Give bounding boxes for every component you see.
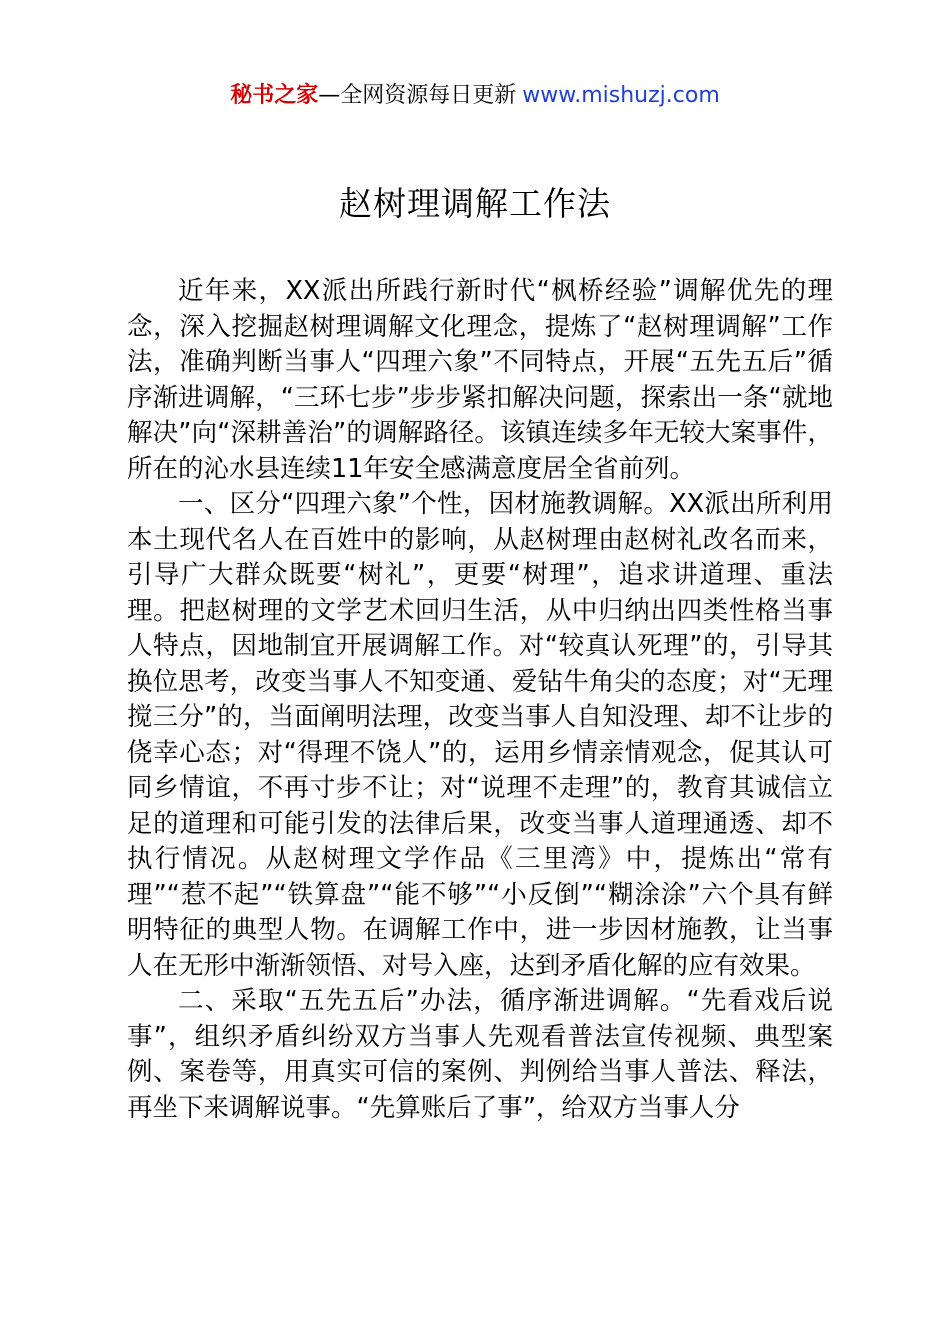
paragraph-section-one: 一、区分“四理六象”个性，因材施教调解。XX派出所利用本土现代名人在百姓中的影响，从赵树理由赵树礼改名而来，引导广大群众既要“树礼”，更要“树理”，追求讲道理、重法理。把赵树理的文学艺术回归生活，从中归纳出四类性格当事人特点，因地制宜开展调解工作。对“较真认死理”的，引导其换位思考，改变当事人不知变通、爱钻牛角尖的态度；对“无理搅三分”的，当面阐明法理，改变当事人自知没理、却不让步的侥幸心态；对“得理不饶人”的，运用乡情亲情观念，促其认可同乡情谊，不再寸步不让；对“说理不走理”的，教育其诚信立足的道理和可能引发的法律后果，改变当事人道理通透、却不执行情况。从赵树理文学作品《三里湾》中，提炼出“常有理”“惹不起”“铁算盘”“能不够”“小反倒”“糊涂涂”六个具有鲜明特征的典型人物。在调解工作中，进一步因材施教，让当事人在无形中渐渐领悟、对号入座，达到矛盾化解的应有效果。 xyxy=(127,489,833,981)
site-url-link[interactable]: www.mishuzj.com xyxy=(522,83,720,108)
document-title: 赵树理调解工作法 xyxy=(339,184,611,223)
paragraph-intro: 近年来，XX派出所践行新时代“枫桥经验”调解优先的理念，深入挖掘赵树理调解文化理念，提炼了“赵树理调解”工作法，准确判断当事人“四理六象”不同特点，开展“五先五后”循序渐进调解，“三环七步”步步紧扣解决问题，探索出一条“就地解决”向“深耕善治”的调解路径。该镇连续多年无较大案事件，所在的沁水县连续11年安全感满意度居全省前列。 xyxy=(127,276,833,484)
site-tagline: —全网资源每日更新 xyxy=(318,83,517,108)
document-body xyxy=(127,274,833,1126)
site-header xyxy=(0,80,950,112)
site-brand: 秘书之家 xyxy=(230,83,319,108)
paragraph-section-two: 二、采取“五先五后”办法，循序渐进调解。“先看戏后说事”，组织矛盾纠纷双方当事人先观看普法宣传视频、典型案例、案卷等，用真实可信的案例、判例给当事人普法、释法，再坐下来调解说事。“先算账后了事”，给双方当事人分 xyxy=(127,986,833,1123)
